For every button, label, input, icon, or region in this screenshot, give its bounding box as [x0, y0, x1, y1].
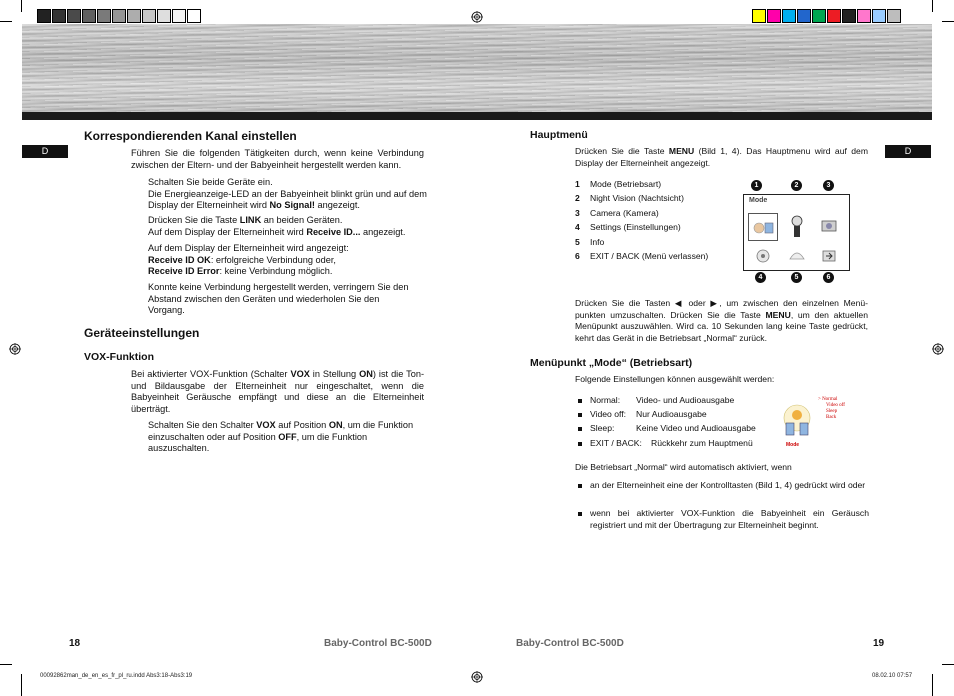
mode-menu: [818, 397, 845, 421]
slug-date: 08.02.10 07:57: [872, 673, 913, 679]
color-swatch: [767, 9, 781, 23]
page-number: 19: [873, 638, 885, 649]
intro-paragraph: Führen Sie die folgenden Tätigkeiten durch, wenn keine Verbindung zwischen der Eltern- und der Babyeinheit hergestellt werden kann.: [131, 148, 424, 170]
option-value: Nur Audioausgabe: [636, 409, 707, 420]
badge-2: 2: [791, 180, 802, 191]
color-swatch: [37, 9, 51, 23]
option-value: Keine Video und Audioausgabe: [636, 423, 756, 434]
color-swatch: [857, 9, 871, 23]
menu-item-number: 3: [575, 207, 580, 218]
step-paragraph: Auf dem Display der Elterneinheit wird angezeigt: Receive ID OK: erfolgreiche Verbindung oder, Receive ID Error: keine Verbindung möglich.: [148, 243, 349, 277]
mode-menu-item: Video off: [826, 403, 845, 408]
color-swatch: [112, 9, 126, 23]
color-swatch: [812, 9, 826, 23]
mode-icon-label: Mode: [786, 442, 800, 448]
color-swatch: [797, 9, 811, 23]
language-tab: D: [22, 145, 68, 158]
navigation-paragraph: Drücken Sie die Tasten ◀ oder ▶, um zwischen den einzelnen Menü-punkten umzuschalten. Drücken Sie die Taste MENU, um den aktuellen Menüpunkt auszuwählen. Wird ca. 10 Sekunden lang keine Taste gedrückt, kehrt das Gerät in die Betriebsart „Normal“ zurück.: [575, 298, 868, 343]
night-vision-icon: [786, 213, 808, 239]
slug-file: 00092862man_de_en_es_fr_pl_ru.indd Abs3:18-Abs3:19: [40, 673, 193, 679]
menu-item-number: 4: [575, 222, 580, 233]
option-key: Normal:: [590, 395, 621, 405]
color-swatch: [872, 9, 886, 23]
color-swatch: [172, 9, 186, 23]
option-key: Video off:: [590, 409, 626, 420]
section-title: Korrespondierenden Kanal einstellen: [84, 129, 297, 143]
menu-item-label: Night Vision (Nachtsicht): [590, 193, 684, 204]
settings-icon: [752, 245, 774, 267]
intro-paragraph: Drücken Sie die Taste MENU (Bild 1, 4). Das Hauptmenu wird auf dem Display der Elterneinheit angezeigt.: [575, 146, 868, 168]
menu-item-label: Info: [590, 236, 605, 247]
menu-item-label: Mode (Betriebsart): [590, 179, 662, 189]
color-swatch: [752, 9, 766, 23]
menu-item-number: 1: [575, 179, 580, 189]
vox-paragraph: Bei aktivierter VOX-Funktion (Schalter VOX in Stellung ON) ist die Ton- und Bildausgabe der Elterneinheit nur eingeschaltet, wenn die Babyeinheit Geräusche empfängt und diese an die Elterneinheit überträgt.: [131, 369, 425, 414]
option-value: Video- und Audioausgabe: [636, 395, 735, 405]
registration-mark-icon: [471, 671, 483, 683]
language-tab: D: [885, 145, 931, 158]
selected-item-frame: [748, 213, 778, 241]
header-banner: [22, 24, 932, 112]
color-swatch: [142, 9, 156, 23]
menu-screen-figure: [743, 180, 853, 284]
mode-icon: [780, 403, 814, 439]
bullet-icon: [578, 512, 582, 516]
bullet-icon: [578, 484, 582, 488]
auto-item: wenn bei aktivierter VOX-Funktion die Babyeinheit ein Geräusch registriert und mit der Übertragung zur Elterneinheit beginnt.: [590, 508, 869, 530]
auto-item: an der Elterneinheit eine der Kontrolltasten (Bild 1, 4) gedrückt wird oder: [590, 480, 866, 490]
bullet-icon: [578, 442, 582, 446]
exit-icon: [818, 245, 840, 267]
info-icon: [786, 245, 808, 267]
menu-item-label: EXIT / BACK (Menü verlassen): [590, 251, 709, 261]
options-intro: Folgende Einstellungen können ausgewählt werden:: [575, 374, 775, 384]
menu-item-number: 5: [575, 236, 580, 247]
color-swatch: [52, 9, 66, 23]
mode-submenu-figure: [778, 397, 870, 453]
color-swatch: [187, 9, 201, 23]
section-title: Geräteeinstellungen: [84, 326, 200, 340]
color-swatch: [827, 9, 841, 23]
auto-intro: Die Betriebsart „Normal“ wird automatisch aktiviert, wenn: [575, 462, 792, 472]
option-key: EXIT / BACK:: [590, 437, 642, 448]
color-swatch: [157, 9, 171, 23]
color-swatch: [82, 9, 96, 23]
option-value: Rückkehr zum Hauptmenü: [651, 437, 753, 448]
menu-screen-label: Mode: [749, 197, 768, 204]
option-key: Sleep:: [590, 423, 615, 434]
page-number: 18: [69, 638, 81, 649]
registration-mark-icon: [932, 343, 944, 355]
step-paragraph: Konnte keine Verbindung hergestellt werden, verringern Sie den Abstand zwischen den Geräten und wiederholen Sie den Vorgang.: [148, 282, 409, 316]
badge-1: 1: [751, 180, 762, 191]
vox-instruction: Schalten Sie den Schalter VOX auf Position ON, um die Funktion einzuschalten oder auf Position OFF, um die Funktion auszuschalten.: [148, 420, 414, 454]
bullet-icon: [578, 413, 582, 417]
menu-screen: [743, 194, 850, 271]
menu-item-label: Camera (Kamera): [590, 207, 659, 218]
color-swatch: [782, 9, 796, 23]
subsection-title: VOX-Funktion: [84, 351, 154, 363]
color-swatch: [887, 9, 901, 23]
badge-3: 3: [823, 180, 834, 191]
product-name: Baby-Control BC-500D: [324, 638, 432, 649]
color-swatch: [97, 9, 111, 23]
color-swatch: [67, 9, 81, 23]
mode-menu-item: Sleep: [826, 409, 838, 414]
camera-icon: [818, 213, 840, 239]
color-swatch: [127, 9, 141, 23]
mode-menu-item: Back: [826, 415, 837, 420]
header-rule: [22, 112, 932, 120]
product-name: Baby-Control BC-500D: [516, 638, 624, 649]
badge-5: 5: [791, 272, 802, 283]
bullet-icon: [578, 427, 582, 431]
step-paragraph: Schalten Sie beide Geräte ein. Die Energieanzeige-LED an der Babyeinheit blinkt grün und auf dem Display der Elterneinheit wird No Signal! angezeigt.: [148, 177, 427, 211]
badge-4: 4: [755, 272, 766, 283]
mode-menu-item: > Normal: [818, 397, 838, 402]
menu-item-number: 2: [575, 193, 580, 204]
color-swatch: [842, 9, 856, 23]
registration-mark-icon: [471, 11, 483, 23]
menu-item-number: 6: [575, 251, 580, 261]
mode-icon: [749, 214, 777, 240]
step-paragraph: Drücken Sie die Taste LINK an beiden Geräten. Auf dem Display der Elterneinheit wird Receive ID... angezeigt.: [148, 215, 406, 237]
registration-mark-icon: [9, 343, 21, 355]
bullet-icon: [578, 399, 582, 403]
section-title: Hauptmenü: [530, 129, 588, 141]
section-title: Menüpunkt „Mode“ (Betriebsart): [530, 357, 693, 369]
menu-item-label: Settings (Einstellungen): [590, 222, 681, 233]
badge-6: 6: [823, 272, 834, 283]
